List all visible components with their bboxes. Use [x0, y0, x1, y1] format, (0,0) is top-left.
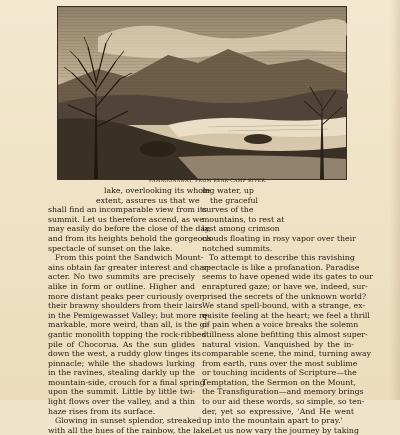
text-line: the graceful — [210, 195, 258, 205]
text-line: Temptation, the Sermon on the Mount, — [202, 377, 356, 387]
text-line: natural vision. Vanquished by the in- — [202, 339, 354, 349]
text-line: spectacle of sunset on the lake. — [48, 243, 173, 253]
text-line: quisite feeling at the heart; we feel a thrill — [202, 310, 370, 320]
text-line: light flows over the valley, and a thin — [48, 397, 195, 407]
text-line: markable, more weird, than all, is the gi- — [48, 320, 210, 330]
text-line: last among crimson — [202, 224, 280, 234]
text-line: alike in form or outline. Higher and — [48, 281, 195, 291]
text-line: ains obtain far greater interest and char- — [48, 262, 211, 272]
text-column-left — [48, 186, 212, 435]
text-line: or touching incidents of Scripture—the — [202, 368, 357, 378]
text-line: their brawny shoulders from their lairs — [48, 301, 203, 311]
text-line: up into the mountain apart to pray.' — [202, 416, 343, 426]
text-line: stillness alone befitting this almost super- — [202, 329, 368, 339]
text-line: curves of the — [202, 205, 254, 215]
text-line: From this point the Sandwich Mount- — [55, 253, 204, 263]
illustration-caption: PAMAGONAWAY, FROM BEAR-CAMP RIVER. — [148, 179, 268, 184]
text-line: Let us now vary the journey by taking — [209, 425, 359, 435]
engraving-illustration — [57, 6, 347, 180]
text-line: mountains, to rest at — [202, 214, 285, 224]
text-line: upon the summit. Little by little twi- — [48, 387, 195, 397]
text-line: haze rises from its surface. — [48, 406, 156, 416]
text-line: acter. No two summits are precisely — [48, 272, 195, 282]
text-line: in the Pemigewasset Valley; but more re- — [48, 310, 210, 320]
text-column-right — [202, 186, 373, 435]
text-line: down the west, a ruddy glow tinges its — [48, 349, 201, 359]
text-line: clouds floating in rosy vapor over their — [202, 233, 356, 243]
text-line: summit. Let us therefore ascend, as we — [48, 214, 204, 224]
text-line: extent, assures us that we — [96, 195, 200, 205]
text-line: may easily do before the close of the day, — [48, 224, 211, 234]
text-line: of pain when a voice breaks the solemn — [202, 320, 359, 330]
text-line: pinnacle; while the shadows lurking — [48, 358, 195, 368]
text-line: and from its heights behold the gorgeous — [48, 233, 212, 243]
text-line: prised the secrets of the unknown world? — [202, 291, 367, 301]
text-line: to our aid these words, so simple, so ten- — [202, 397, 365, 407]
text-line: in the ravines, stealing darkly up the — [48, 368, 195, 378]
text-line: lake, overlooking its whole — [104, 186, 211, 195]
text-line: more distant peaks peer curiously over — [48, 291, 203, 301]
text-line: seems to have opened wide its gates to our — [202, 272, 373, 282]
text-line: Glowing in sunset splendor, streaked — [55, 416, 202, 426]
text-line: spectacle is like a profanation. Paradise — [202, 262, 360, 272]
text-line: with all the hues of the rainbow, the lake — [48, 425, 210, 435]
text-line: shall find an incomparable view from its — [48, 205, 208, 215]
text-line: the Transfiguration—and memory brings — [202, 387, 364, 397]
text-line: mountain-side, crouch for a final spring — [48, 377, 205, 387]
text-line: from earth, runs over the most sublime — [202, 358, 358, 368]
text-line: notched summits. — [202, 243, 273, 253]
text-line: der, yet so expressive, 'And He went — [202, 406, 354, 416]
text-line: To attempt to describe this ravishing — [209, 253, 355, 263]
text-line: comparable scene, the mind, turning away — [202, 349, 371, 359]
page-edge-shadow — [390, 0, 400, 400]
text-line: ing water, up — [202, 186, 254, 195]
text-line: enraptured gaze; or have we, indeed, sur- — [202, 281, 368, 291]
text-line: We stand spell-bound, with a strange, ex- — [202, 301, 366, 311]
text-line: pile of Chocorua. As the sun glides — [48, 339, 195, 349]
text-line: gantic monolith topping the rock-ribbed — [48, 329, 207, 339]
